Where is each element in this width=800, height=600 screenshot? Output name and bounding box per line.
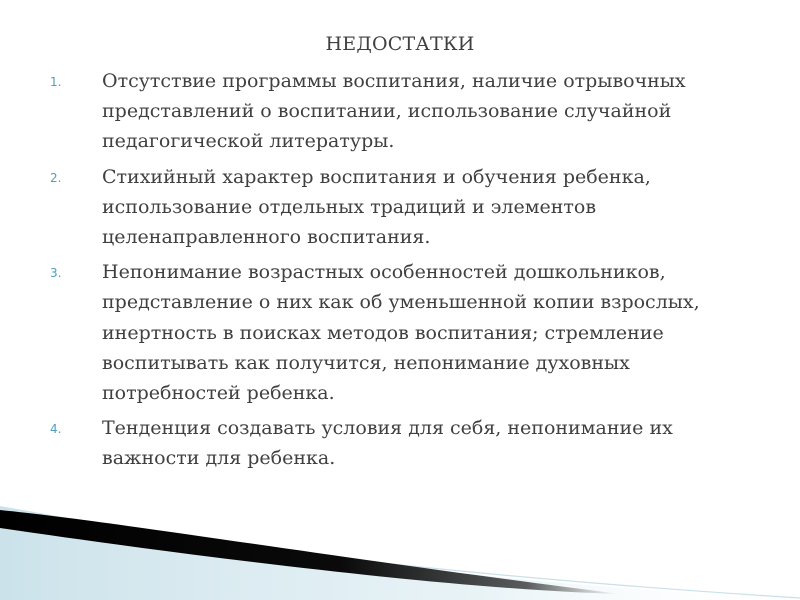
slide-title: НЕДОСТАТКИ (325, 33, 475, 55)
swoosh-light-band (0, 506, 800, 600)
swoosh-light-line (0, 514, 800, 598)
list-item-number: 4. (50, 422, 62, 437)
list-item-text: Непонимание возрастных особенностей дошкольников, представление о них как об уменьшенной копии взрослых, инертность в поисках методов воспитания; стремление воспитывать как получится, непонимание духовных потребностей ребенка. (102, 261, 700, 405)
numbered-list (0, 66, 800, 479)
list-item (0, 162, 800, 253)
list-item-text: Отсутствие программы воспитания, наличие отрывочных представлений о воспитании, использование случайной педагогической литературы. (102, 70, 686, 153)
list-item-number: 2. (50, 170, 62, 185)
list-item (0, 66, 800, 157)
swoosh-dark-band (0, 510, 620, 594)
list-item-text: Стихийный характер воспитания и обучения ребенка, использование отдельных традиций и элементов целенаправленного воспитания. (102, 165, 651, 249)
list-item-number: 3. (50, 266, 62, 281)
list-item-text: Тенденция создавать условия для себя, непонимание их важности для ребенка. (102, 417, 673, 470)
list-item (0, 257, 800, 408)
list-item-number: 1. (50, 75, 62, 89)
list-item (0, 413, 800, 473)
